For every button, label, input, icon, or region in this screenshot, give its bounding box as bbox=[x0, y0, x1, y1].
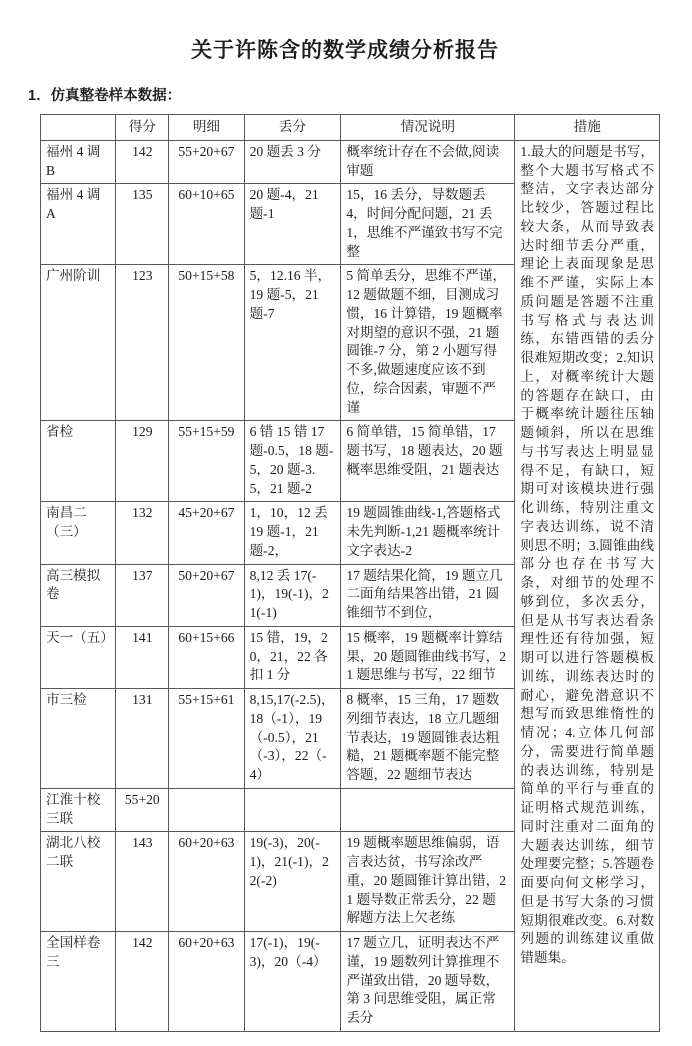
situation: 5 简单丢分，思维不严谨，12 题做题不细，目测成习惯，16 计算错，19 题概率对期望的意识不强，21 题圆锥-7 分，第 2 小题写得不多,做题速度应该不到位，综合因素，审题不严谨 bbox=[341, 265, 515, 421]
detail: 45+20+67 bbox=[169, 502, 244, 564]
lost-points: 8,12 丢 17(-1)，19(-1)，21(-1) bbox=[244, 564, 341, 626]
score: 55+20 bbox=[116, 788, 169, 832]
detail: 50+20+67 bbox=[169, 564, 244, 626]
situation: 6 简单错，15 简单错，17 题书写，18 题表达，20 题概率思维受阻，21 题表达 bbox=[341, 421, 515, 502]
header-detail: 明细 bbox=[169, 115, 244, 141]
detail: 55+15+59 bbox=[169, 421, 244, 502]
page-title: 关于许陈含的数学成绩分析报告 bbox=[191, 39, 499, 62]
detail: 60+20+63 bbox=[169, 932, 244, 1032]
header-situation: 情况说明 bbox=[341, 115, 515, 141]
exam-name: 广州阶训 bbox=[41, 265, 116, 421]
exam-name: 省检 bbox=[41, 421, 116, 502]
exam-name: 全国样卷三 bbox=[41, 932, 116, 1032]
situation: 19 题圆锥曲线-1,答题格式未先判断-1,21 题概率统计文字表达-2 bbox=[341, 502, 515, 564]
measures-text: 1.最大的问题是书写，整个大题书写格式不整洁，文字表达部分比较少，答题过程比较大条，从而导致表达时细节丢分严重，理论上表面现象是思维不严谨，实际上本质问题是答题不注重书写格式与表达训练，东错西错的丢分很难短期改变；2.知识上，对概率统计大题的答题存在缺口，由于概率统计题往压轴题倾斜，所以在思维与书写表达上明显显得不足，有缺口，短期可对该模块进行强化训练，特别注重文字表达训练，说不清则思不明；3.圆锥曲线部分也存在书写大条，对细节的处理不够到位，多次丢分，但是从书写表达看条理性还有待加强，短期可以进行答题模板训练，训练表达时的耐心，避免潜意识不想写而致思维惰性的情况；4.立体几何部分，需要进行简单题的表达训练，特别是简单的平行与垂直的证明格式规范训练，同时注重对二面角的大题表达训练，细节处理要完整；5.答题卷面要向何文彬学习，但是书写大条的习惯短期很难改变。6.对数列题的训练建议重做错题集。 bbox=[515, 140, 660, 1031]
score: 131 bbox=[116, 689, 169, 789]
exam-name: 市三检 bbox=[41, 689, 116, 789]
exam-name: 江淮十校三联 bbox=[41, 788, 116, 832]
exam-name: 福州 4 调 B bbox=[41, 140, 116, 184]
exam-name: 湖北八校二联 bbox=[41, 832, 116, 932]
lost-points: 15 错，19，20，21，22 各扣 1 分 bbox=[244, 626, 341, 688]
detail: 60+15+66 bbox=[169, 626, 244, 688]
score: 141 bbox=[116, 626, 169, 688]
section-heading: 1．仿真整卷样本数据： bbox=[28, 88, 182, 104]
table-row bbox=[41, 140, 660, 184]
score: 143 bbox=[116, 832, 169, 932]
header-lost-points: 丢分 bbox=[244, 115, 341, 141]
lost-points: 1，10，12 丢 19 题-1，21 题-2， bbox=[244, 502, 341, 564]
header-exam-name bbox=[41, 115, 116, 141]
situation bbox=[341, 788, 515, 832]
situation: 17 题立几，证明表达不严谨，19 题数列计算推理不严谨致出错，20 题导数，第 3 问思维受阻，属正常丢分 bbox=[341, 932, 515, 1032]
score: 135 bbox=[116, 184, 169, 265]
lost-points: 5，12.16 半，19 题-5，21 题-7 bbox=[244, 265, 341, 421]
detail: 60+20+63 bbox=[169, 832, 244, 932]
exam-name: 天一（五） bbox=[41, 626, 116, 688]
detail: 50+15+58 bbox=[169, 265, 244, 421]
score: 137 bbox=[116, 564, 169, 626]
situation: 15 概率，19 题概率计算结果，20 题圆锥曲线书写，21 题思维与书写，22 细节 bbox=[341, 626, 515, 688]
exam-name: 福州 4 调 A bbox=[41, 184, 116, 265]
header-measures: 措施 bbox=[515, 115, 660, 141]
situation: 8 概率，15 三角，17 题数列细节表达，18 立几题细节表达，19 题圆锥表达粗糙，21 题概率题不能完整答题，22 题细节表达 bbox=[341, 689, 515, 789]
detail bbox=[169, 788, 244, 832]
lost-points: 20 题-4，21 题-1 bbox=[244, 184, 341, 265]
lost-points: 20 题丢 3 分 bbox=[244, 140, 341, 184]
sample-data-table bbox=[40, 114, 660, 1032]
detail: 60+10+65 bbox=[169, 184, 244, 265]
situation: 15，16 丢分，导数题丢 4，时间分配问题，21 丢 1，思维不严谨致书写不完整 bbox=[341, 184, 515, 265]
exam-name: 高三模拟卷 bbox=[41, 564, 116, 626]
score: 129 bbox=[116, 421, 169, 502]
lost-points: 8,15,17(-2.5)，18（-1），19（-0.5），21（-3），22（-4） bbox=[244, 689, 341, 789]
lost-points: 19(-3)，20(-1)，21(-1)，22(-2) bbox=[244, 832, 341, 932]
score: 123 bbox=[116, 265, 169, 421]
table-header-row bbox=[41, 115, 660, 141]
score: 142 bbox=[116, 932, 169, 1032]
lost-points: 6 错 15 错 17 题-0.5，18 题-5，20 题-3.5，21 题-2 bbox=[244, 421, 341, 502]
lost-points bbox=[244, 788, 341, 832]
detail: 55+20+67 bbox=[169, 140, 244, 184]
situation: 概率统计存在不会做,阅读审题 bbox=[341, 140, 515, 184]
score: 132 bbox=[116, 502, 169, 564]
score: 142 bbox=[116, 140, 169, 184]
situation: 17 题结果化简，19 题立几二面角结果答出错，21 圆锥细节不到位， bbox=[341, 564, 515, 626]
situation: 19 题概率题思维偏弱，语言表达贫，书写涂改严重，20 题圆锥计算出错，21 题导数正常丢分，22 题解题方法上欠老练 bbox=[341, 832, 515, 932]
exam-name: 南昌二（三） bbox=[41, 502, 116, 564]
header-score: 得分 bbox=[116, 115, 169, 141]
lost-points: 17(-1)，19(-3)，20（-4） bbox=[244, 932, 341, 1032]
detail: 55+15+61 bbox=[169, 689, 244, 789]
